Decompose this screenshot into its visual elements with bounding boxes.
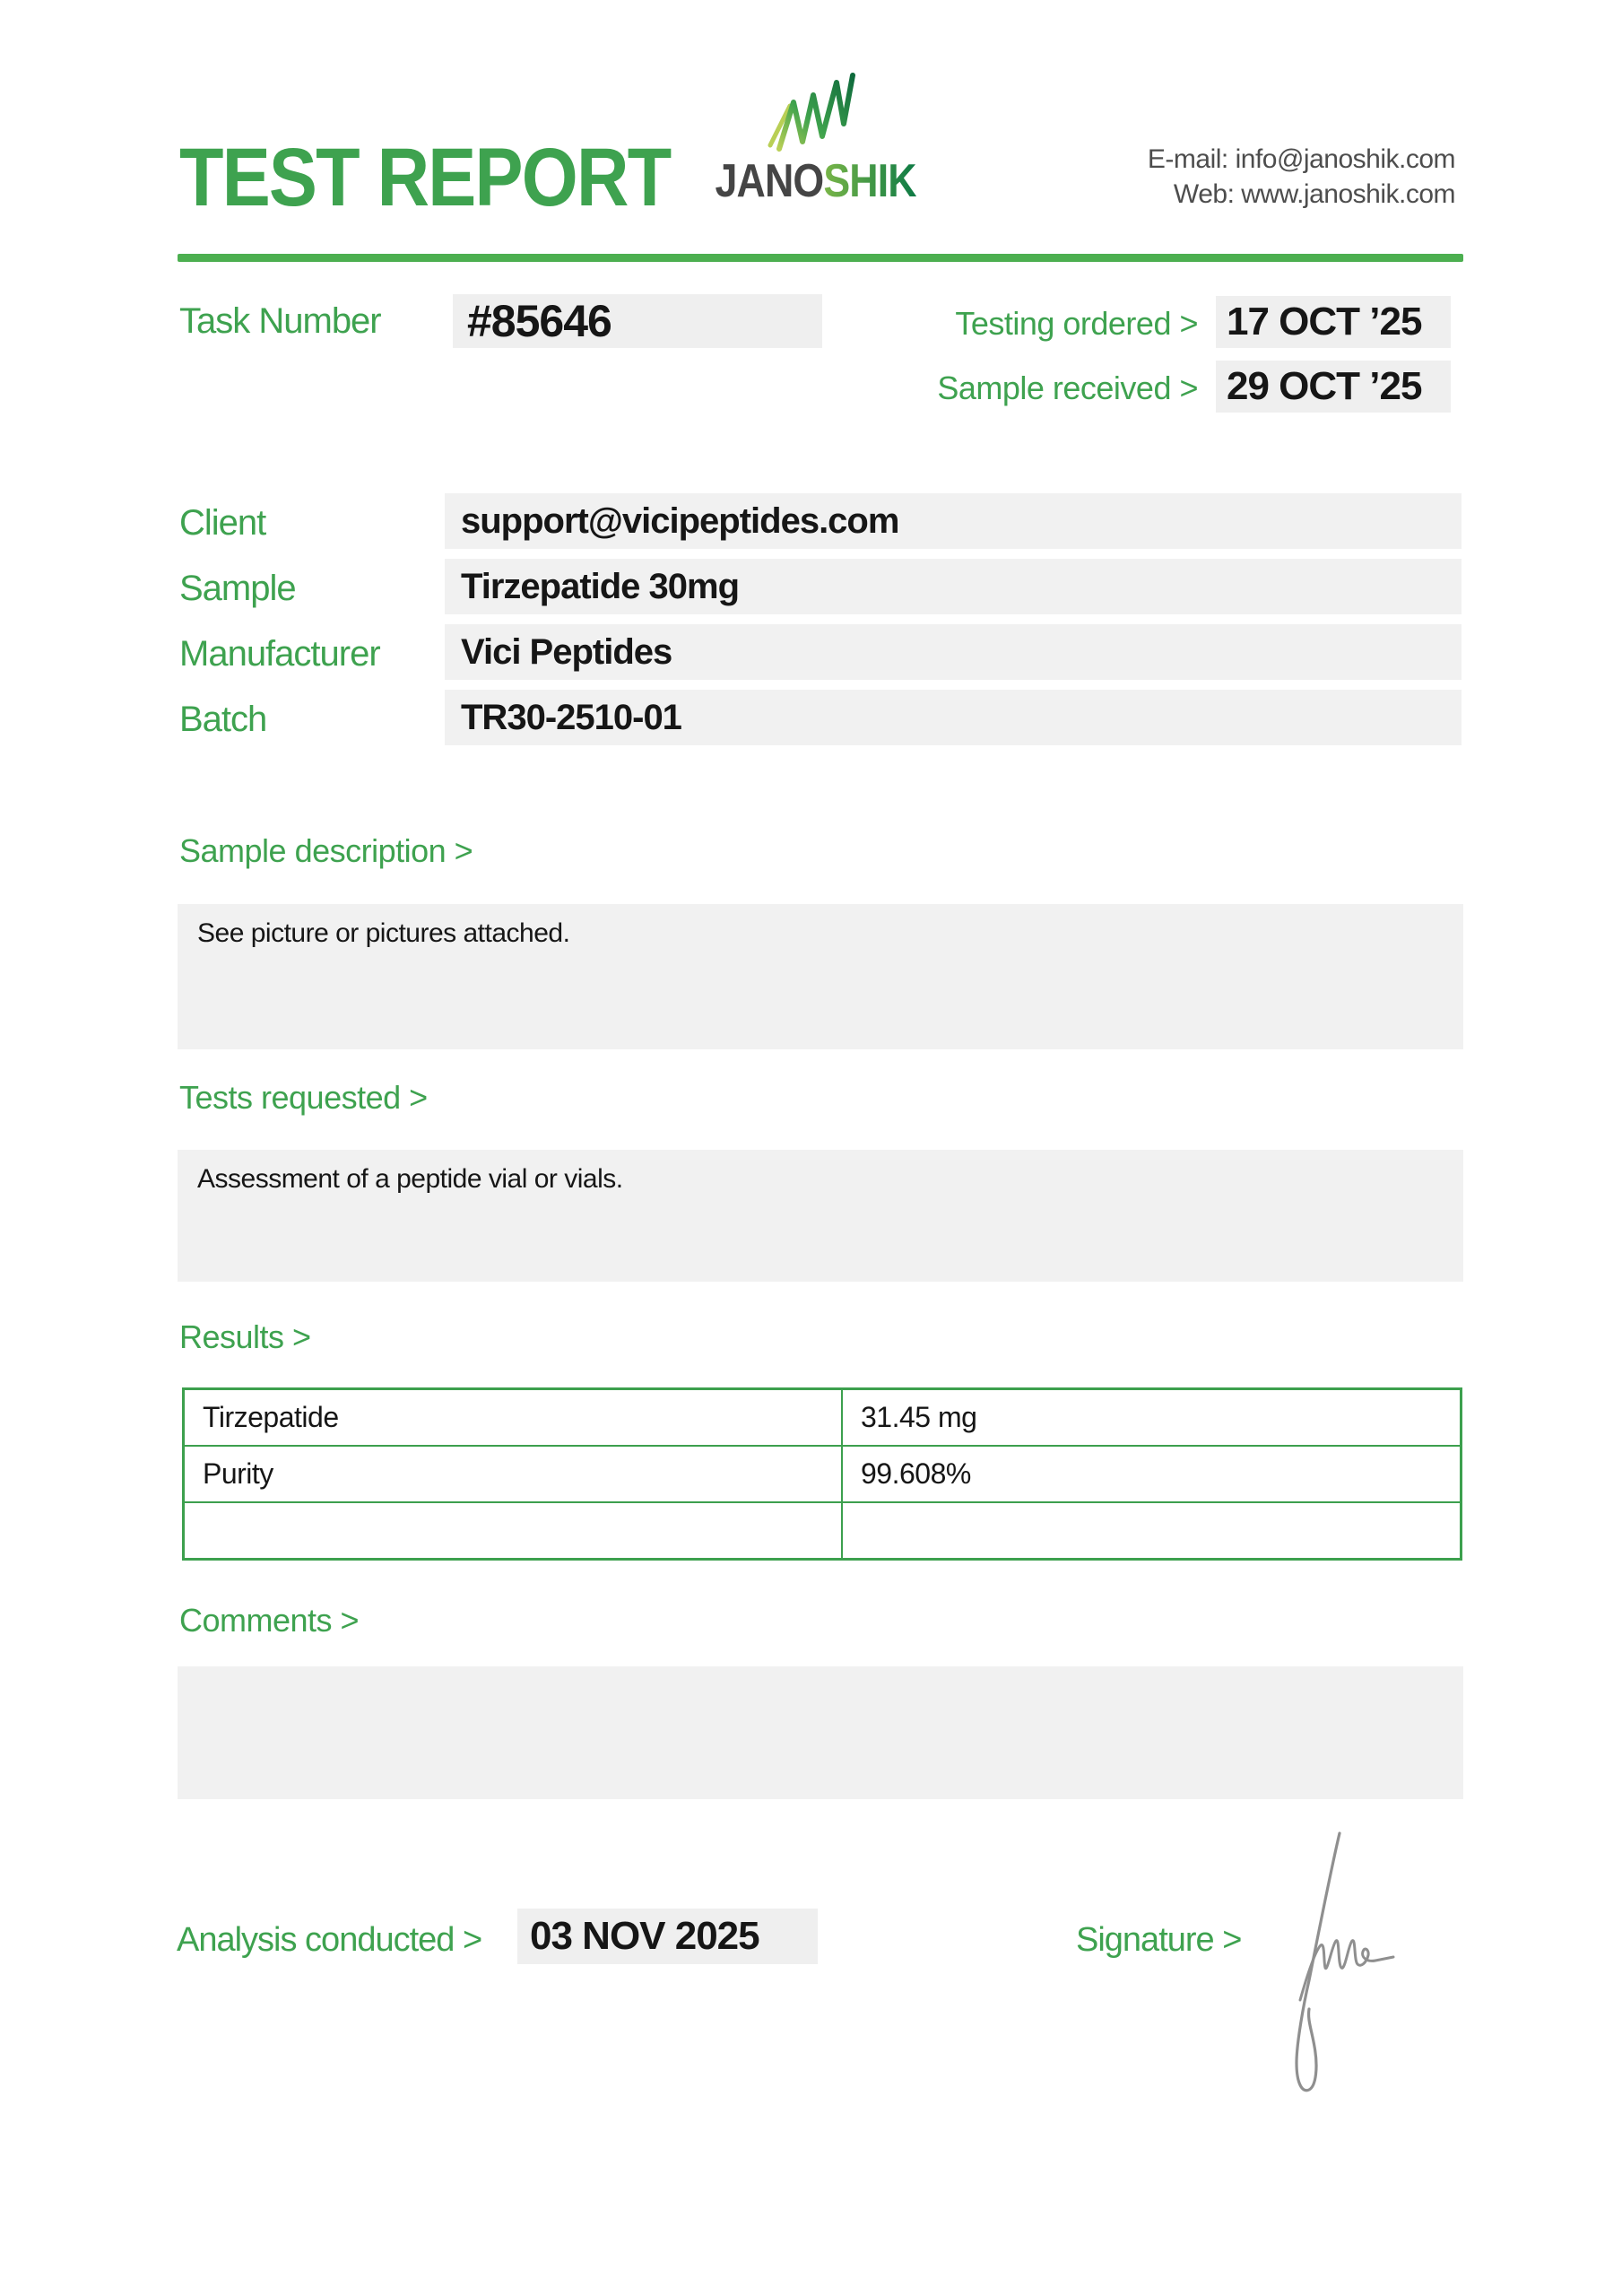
- sample-label: Sample: [179, 569, 296, 608]
- contact-web: Web: www.janoshik.com: [1173, 179, 1455, 209]
- results-analyte: Tirzepatide: [184, 1389, 843, 1447]
- brand-name-left: JANO: [715, 155, 824, 207]
- growth-chart-icon: [767, 72, 856, 152]
- manufacturer-label: Manufacturer: [179, 634, 380, 674]
- page-title: TEST REPORT: [179, 132, 671, 223]
- analysis-conducted-value: 03 NOV 2025: [517, 1909, 818, 1964]
- contact-block: [1148, 142, 1455, 212]
- results-analyte: [184, 1502, 843, 1560]
- results-heading: Results >: [179, 1318, 311, 1355]
- manufacturer-value: Vici Peptides: [445, 624, 1462, 680]
- sample-description-heading: Sample description >: [179, 832, 473, 869]
- analysis-conducted-label: Analysis conducted >: [177, 1921, 482, 1959]
- sample-received-label: Sample received >: [937, 370, 1198, 406]
- task-number-label: Task Number: [179, 301, 381, 341]
- client-label: Client: [179, 503, 266, 543]
- batch-value: TR30-2510-01: [445, 690, 1462, 745]
- sample-received-value: 29 OCT ’25: [1216, 361, 1451, 413]
- batch-label: Batch: [179, 700, 267, 739]
- results-table: [182, 1387, 1462, 1561]
- signature-label: Signature >: [1076, 1921, 1242, 1959]
- results-value: [842, 1502, 1462, 1560]
- signature-image: [1284, 1828, 1405, 2106]
- brand-name: [715, 154, 916, 208]
- task-number-value: #85646: [453, 294, 822, 348]
- sample-description-box: See picture or pictures attached.: [178, 904, 1463, 1049]
- comments-box: [178, 1666, 1463, 1799]
- brand-name-right: SHIK: [823, 155, 916, 207]
- results-row: [184, 1502, 1462, 1560]
- client-value: support@vicipeptides.com: [445, 493, 1462, 549]
- contact-email: E-mail: info@janoshik.com: [1147, 144, 1455, 174]
- brand-logo: [699, 72, 924, 208]
- results-value: 31.45 mg: [842, 1389, 1462, 1447]
- results-row: [184, 1389, 1462, 1447]
- testing-ordered-value: 17 OCT ’25: [1216, 296, 1451, 348]
- comments-heading: Comments >: [179, 1602, 360, 1639]
- tests-requested-box: Assessment of a peptide vial or vials.: [178, 1150, 1463, 1282]
- results-row: [184, 1446, 1462, 1502]
- testing-ordered-label: Testing ordered >: [955, 305, 1198, 342]
- results-analyte: Purity: [184, 1446, 843, 1502]
- tests-requested-heading: Tests requested >: [179, 1079, 428, 1116]
- results-value: 99.608%: [842, 1446, 1462, 1502]
- sample-value: Tirzepatide 30mg: [445, 559, 1462, 614]
- header-divider: [178, 254, 1463, 262]
